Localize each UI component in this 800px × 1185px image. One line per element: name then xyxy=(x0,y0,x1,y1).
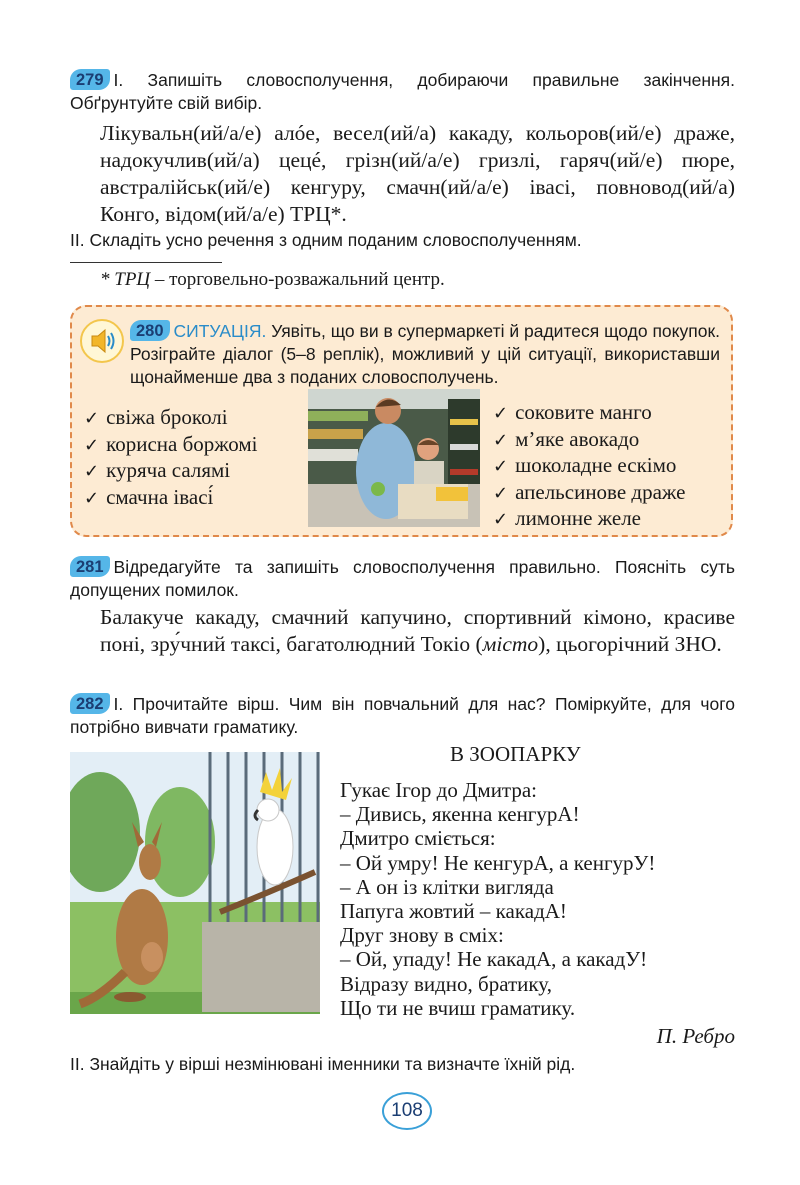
footnote xyxy=(100,268,445,292)
poem-line: Папуга жовтий – какадА! xyxy=(340,899,567,924)
check-icon: ✓ xyxy=(84,434,100,456)
ex280-text-block xyxy=(130,320,720,389)
check-icon: ✓ xyxy=(493,482,509,504)
list-item: ✓ смачна івасі́ xyxy=(84,484,214,509)
supermarket-photo xyxy=(308,389,480,527)
page-number: 108 xyxy=(382,1092,432,1130)
ex281-body: Балакуче какаду, смачний капучино, спортивний кімоно, красиве поні, зру́чний таксі, багатолюдний Токіо (місто), цьогорічний ЗНО. xyxy=(100,605,735,656)
situation-label: СИТУАЦІЯ. xyxy=(173,321,267,341)
list-item: ✓ шоколадне ескімо xyxy=(493,453,677,477)
list-item: ✓ соковите манго xyxy=(493,400,652,424)
poem-line: Друг знову в сміх: xyxy=(340,923,504,948)
poem-line: – А он із клітки вигляда xyxy=(340,874,554,899)
ex279-task1 xyxy=(70,69,735,115)
speaker-icon xyxy=(80,319,124,363)
ex281-task xyxy=(70,556,735,602)
ex282-task1-text: І. Прочитайте вірш. Чим він повчальний для нас? Поміркуйте, для чого потрібно вивчати граматику. xyxy=(70,694,735,737)
list-item: ✓ апельсинове драже xyxy=(493,479,686,504)
list-item: ✓ свіжа броколі xyxy=(84,405,228,429)
footnote-definition: – торговельно-розважальний центр. xyxy=(150,269,445,290)
ex280-number-badge: 280 xyxy=(130,320,170,341)
zoo-illustration xyxy=(70,752,320,1014)
right-word-list xyxy=(493,400,685,533)
check-icon: ✓ xyxy=(84,461,100,482)
ex279-body: Лікувальн(ий/а/е) алóе, весел(ий/а) какаду, кольоров(ий/е) драже, надокучлив(ий/а) цецé, грізн(ий/а/е) гризлі, гаряч(ий/е) пюре, австралійськ(ий/е) кенгуру, смачн(ий/а/е) івасі, повновод(ий/а) Конго, відом(ий/а/е) ТРЦ*. xyxy=(100,121,735,226)
check-icon: ✓ xyxy=(84,487,100,509)
poem-line: Гукає Ігор до Дмитра: xyxy=(340,778,538,802)
poem-line: – Дивись, якенна кенгурА! xyxy=(340,802,580,827)
ex282-task2: ІІ. Знайдіть у вірші незмінювані іменники та визначте їхній рід. xyxy=(70,1054,576,1074)
ex279-task2: ІІ. Складіть усно речення з одним поданим словосполученням. xyxy=(70,230,582,250)
footnote-term: * ТРЦ xyxy=(100,269,151,290)
ex282-task1 xyxy=(70,693,735,739)
ex281-italic-word: місто xyxy=(482,632,539,656)
footnote-divider xyxy=(70,262,222,263)
ex279-task1-text: І. Запишіть словосполучення, добираючи правильне закінчення. Обґрунтуйте свій вибір. xyxy=(70,70,735,113)
left-word-list xyxy=(84,405,258,511)
list-item: ✓ лимонне желе xyxy=(493,506,642,530)
poem-author: П. Ребро xyxy=(656,1024,735,1048)
poem-line: – Ой умру! Не кенгурА, а кенгурУ! xyxy=(340,850,656,875)
list-item: ✓ корисна боржомі xyxy=(84,431,258,456)
poem-line: Що ти не вчиш граматику. xyxy=(340,995,576,1020)
ex281-number-badge: 281 xyxy=(70,556,110,577)
check-icon: ✓ xyxy=(493,429,509,451)
poem xyxy=(340,778,655,1020)
list-item: ✓ м’яке авокадо xyxy=(493,426,640,451)
check-icon: ✓ xyxy=(84,408,100,429)
check-icon: ✓ xyxy=(493,456,509,477)
poem-line: Відразу видно, братику, xyxy=(340,971,552,996)
ex282-number-badge: 282 xyxy=(70,693,110,714)
ex281-task-text: Відредагуйте та запишіть словосполучення правильно. Поясніть суть допущених помилок. xyxy=(70,557,735,600)
poem-line: Дмитро сміється: xyxy=(340,826,496,851)
ex280-text: Уявіть, що ви в супермаркеті й радитеся щодо покупок. Розіграйте діалог (5–8 реплік), можливий у цій ситуації, використавши щонайменше два з поданих словосполучень. xyxy=(130,321,720,387)
check-icon: ✓ xyxy=(493,403,509,424)
poem-title: В ЗООПАРКУ xyxy=(450,742,581,766)
ex279-number-badge: 279 xyxy=(70,69,110,90)
poem-line: – Ой, упаду! Не какадА, а какадУ! xyxy=(340,947,648,972)
check-icon: ✓ xyxy=(493,509,509,530)
list-item: ✓ куряча салямі xyxy=(84,458,231,482)
